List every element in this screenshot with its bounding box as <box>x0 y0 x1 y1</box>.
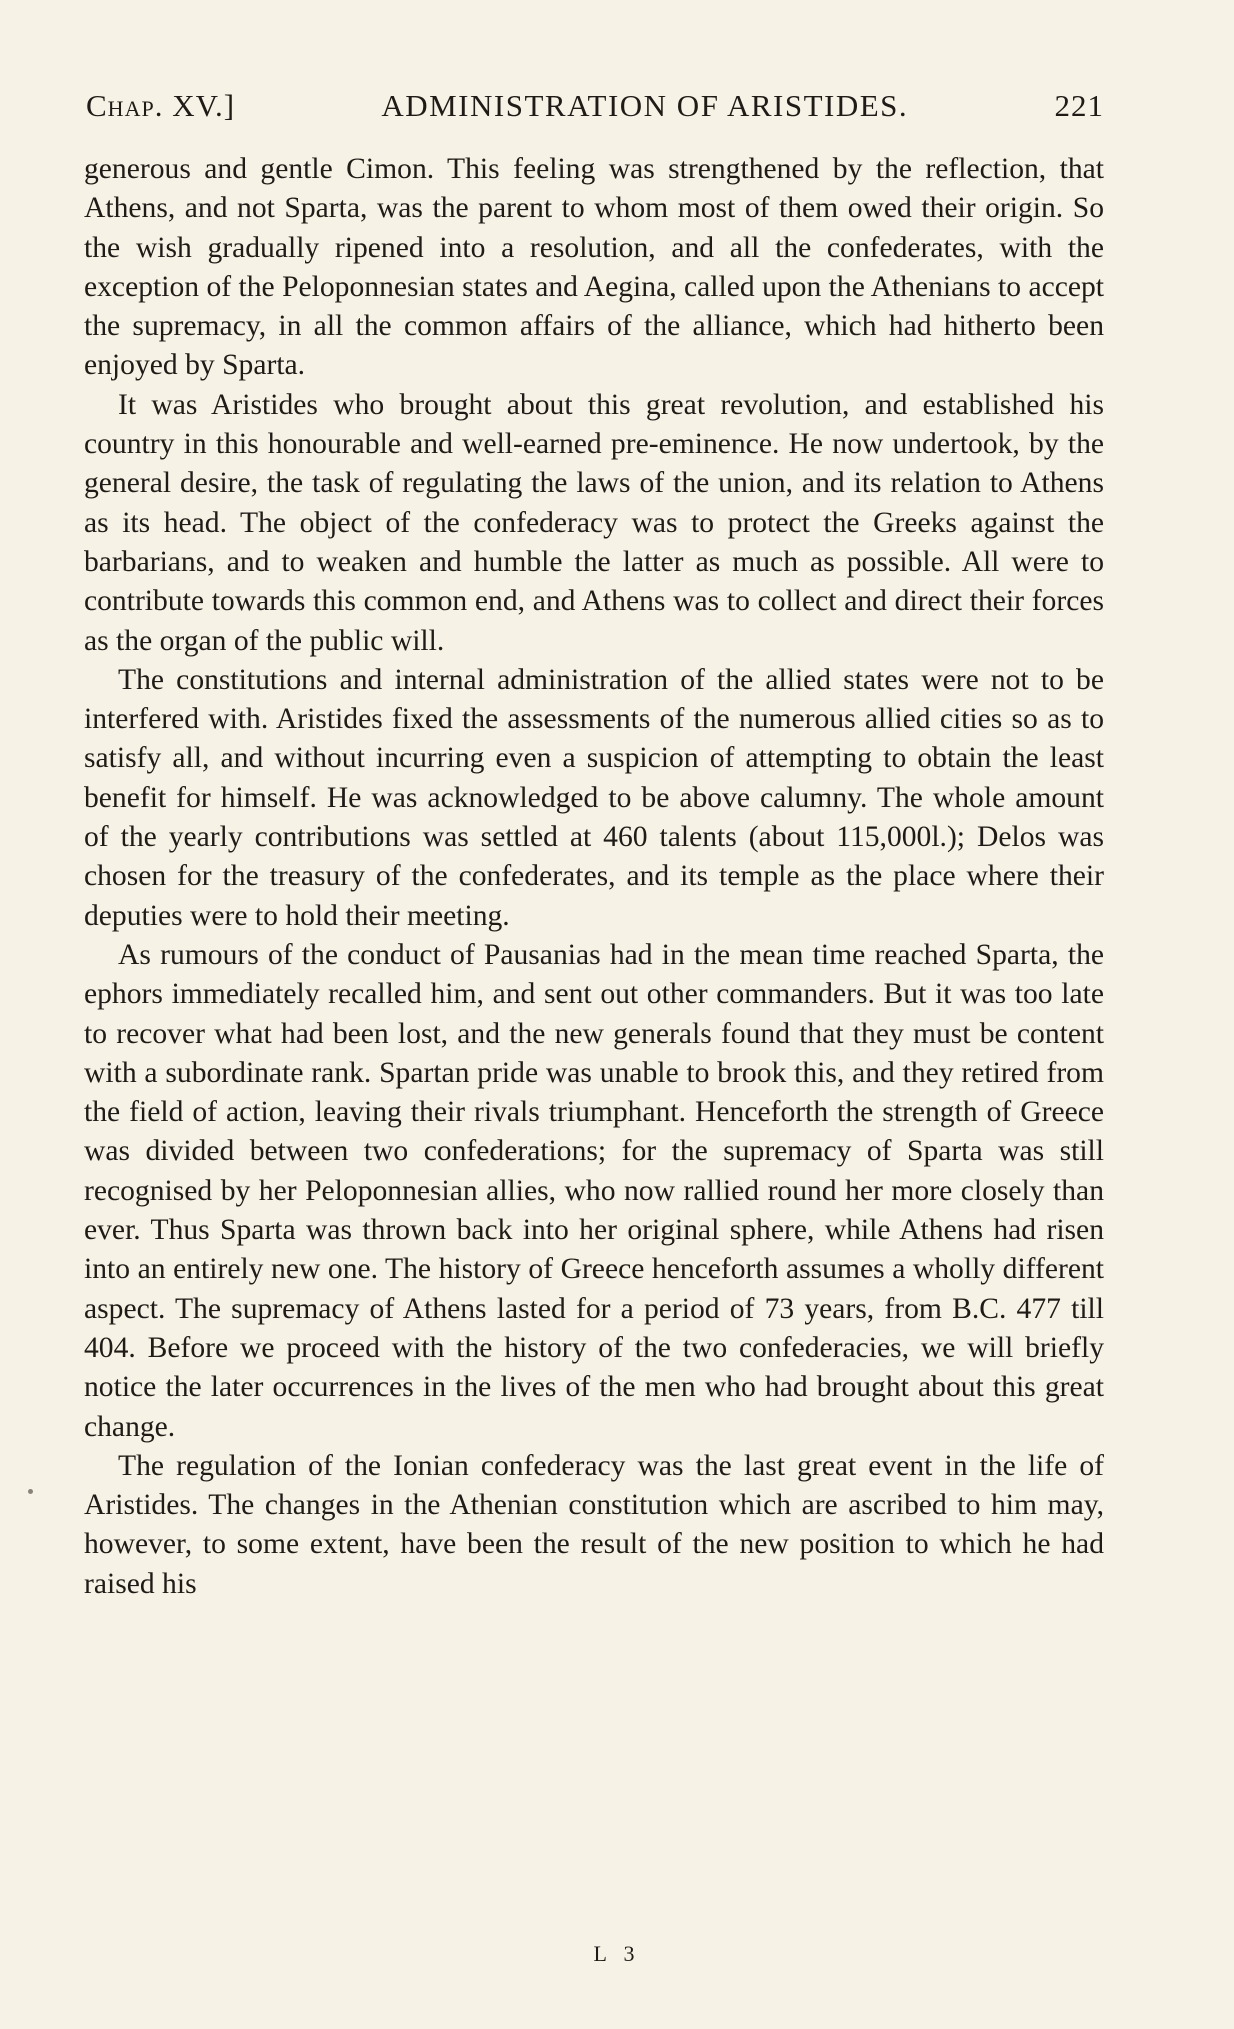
margin-dot <box>28 1489 33 1494</box>
signature-mark: L 3 <box>593 1941 641 1966</box>
paragraph-5: The regulation of the Ionian confederacy was the last great event in the life of Aristides. The changes in the Athenian constitution which are ascribed to him may, however, to some extent, have been the result of the new position to which he had raised his <box>84 1449 1104 1600</box>
paragraph-3: The constitutions and internal administration of the allied states were not to be interfered with. Aristides fixed the assessments of the numerous allied cities so as to satisfy all, and without incurring even a suspicion of attempting to obtain the least benefit for himself. He was acknowledged to be above calumny. The whole amount of the yearly contributions was settled at 460 talents (about 115,000l.); Delos was chosen for the treasury of the confederates, and its temple as the place where their deputies were to hold their meeting. <box>84 663 1104 932</box>
paragraph-1: generous and gentle Cimon. This feeling was strengthened by the reflection, that Athens, and not Sparta, was the parent to whom most of them owed their origin. So the wish gradually ripened into a resolution, and all the confederates, with the exception of the Peloponnesian states and Aegina, called upon the Athenians to accept the supremacy, in all the common affairs of the alliance, which had hitherto been enjoyed by Sparta. <box>84 153 1104 382</box>
running-head <box>84 88 1104 124</box>
page-number: 221 <box>1054 88 1104 123</box>
chapter-label: Chap. XV.] <box>86 88 236 123</box>
body-text <box>84 150 1104 1604</box>
page-title: ADMINISTRATION OF ARISTIDES. <box>381 88 909 123</box>
paragraph-2: It was Aristides who brought about this great revolution, and established his country in this honourable and well-earned pre-eminence. He now undertook, by the general desire, the task of regulating the laws of the union, and its relation to Athens as its head. The object of the confederacy was to protect the Greeks against the barbarians, and to weaken and humble the latter as much as possible. All were to contribute towards this common end, and Athens was to collect and direct their forces as the organ of the public will. <box>84 388 1104 657</box>
paragraph-4: As rumours of the conduct of Pausanias had in the mean time reached Sparta, the ephors immediately recalled him, and sent out other commanders. But it was too late to recover what had been lost, and the new generals found that they must be content with a subordinate rank. Spartan pride was unable to brook this, and they retired from the field of action, leaving their rivals triumphant. Henceforth the strength of Greece was divided between two confederations; for the supremacy of Sparta was still recognised by her Peloponnesian allies, who now rallied round her more closely than ever. Thus Sparta was thrown back into her original sphere, while Athens had risen into an entirely new one. The history of Greece henceforth assumes a wholly different aspect. The supremacy of Athens lasted for a period of 73 years, from B.C. 477 till 404. Before we proceed with the history of the two confederacies, we will briefly notice the later occurrences in the lives of the men who had brought about this great change. <box>84 938 1104 1443</box>
